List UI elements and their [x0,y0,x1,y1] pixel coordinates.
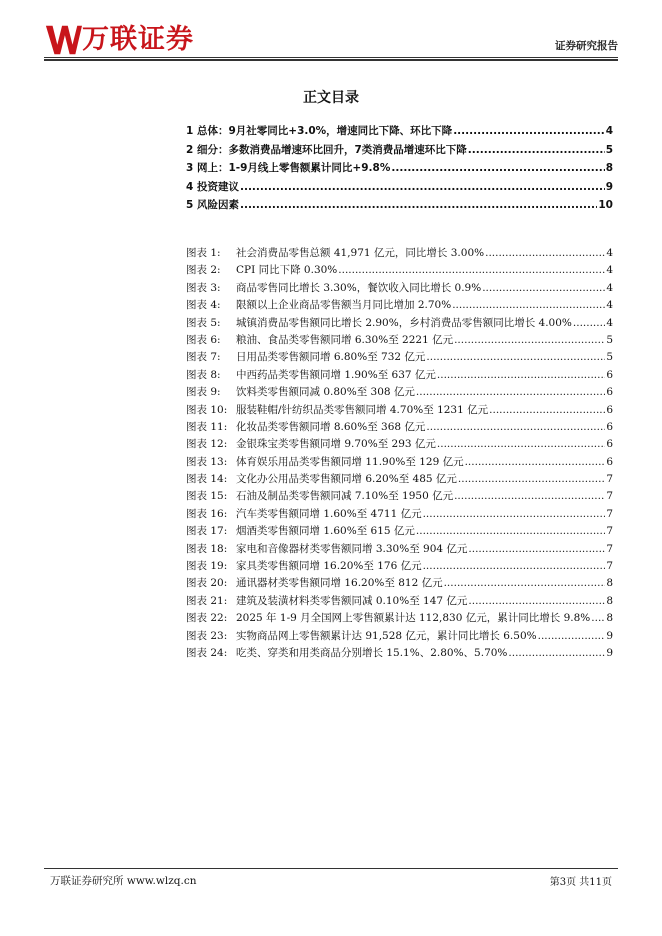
figure-entry-text: 家电和音像器材类零售额同增 3.30%至 904 亿元 [236,542,468,555]
dot-leader [426,421,605,433]
dot-leader [489,404,605,416]
toc-entry-text: 2 细分：多数消费品增速环比回升，7类消费品增速环比下降 [186,143,467,156]
dot-leader [465,456,606,468]
dot-leader [416,386,605,398]
figure-entry-page: 4 [606,247,613,259]
figure-entry-label: 图表 2: [186,264,221,277]
toc-entry[interactable] [186,197,613,216]
figure-entry[interactable] [186,245,613,262]
figure-entry-page: 7 [606,507,613,520]
dot-leader [240,199,597,211]
toc-entry-page: 10 [598,199,613,212]
figure-entry-label: 图表 7: [186,351,221,364]
figure-entry-label: 图表 18: [186,542,228,555]
figure-entry[interactable] [186,628,613,645]
figure-entry-label: 图表 15: [186,490,228,503]
figure-entry-label: 图表 13: [186,455,228,468]
dot-leader [452,299,605,311]
dot-leader [423,560,606,572]
figure-entry-text: 粮油、食品类零售额同增 6.30%至 2221 亿元 [236,333,454,346]
figure-entry[interactable] [186,280,613,297]
figure-entry-label: 图表 24: [186,646,228,659]
figure-entry-page: 6 [606,420,613,433]
dot-leader [458,473,605,485]
figure-entry-text: 社会消费品零售总额 41,971 亿元，同比增长 3.00% [236,247,485,259]
figure-entry[interactable] [186,384,613,401]
dot-leader [538,630,606,642]
figure-entry-page: 4 [606,264,613,277]
figure-entry-page: 4 [606,281,613,294]
figure-entry-text: 文化办公用品类零售额同增 6.20%至 485 亿元 [236,473,457,486]
figure-entry[interactable] [186,541,613,558]
dot-leader [482,282,605,294]
footer-page-number: 第3页 共11页 [549,877,612,888]
brand-name: 万联证券 [82,24,194,55]
figure-entry-page: 6 [606,368,613,381]
footer-source: 万联证券研究所 www.wlzq.cn [50,875,197,887]
dot-leader [468,543,605,555]
figure-entry[interactable] [186,402,613,419]
dot-leader [468,144,605,156]
figure-entry-text: 汽车类零售额同增 1.60%至 4711 亿元 [236,507,422,520]
figure-entry-label: 图表 12: [186,438,228,451]
figure-entry-text: CPI 同比下降 0.30% [236,264,338,277]
figure-entry-text: 建筑及装潢材料类零售额同减 0.10%至 147 亿元 [236,594,468,607]
toc-entry-text: 5 风险因素 [186,199,239,212]
figure-entry-text: 体育娱乐用品类零售额同增 11.90%至 129 亿元 [236,455,464,468]
toc-entry[interactable] [186,179,613,198]
figure-entry-label: 图表 11: [186,420,228,433]
dot-leader [453,125,605,137]
figure-entry-page: 6 [606,386,613,399]
toc-entry[interactable] [186,142,613,161]
dot-leader [426,351,605,363]
figure-entry-page: 4 [606,299,613,312]
figure-entry-label: 图表 20: [186,577,228,590]
figure-entry-label: 图表 10: [186,403,228,416]
report-type-label: 证券研究报告 [555,40,618,52]
figure-entry[interactable] [186,610,613,627]
toc-entry-text: 4 投资建议 [186,180,239,193]
figure-entry[interactable] [186,506,613,523]
dot-leader [391,162,604,174]
figure-entry-page: 7 [606,560,613,573]
figure-entry-text: 家具类零售额同增 16.20%至 176 亿元 [236,560,422,573]
figure-entry[interactable] [186,454,613,471]
figure-entry-page: 8 [606,577,613,590]
figure-entry[interactable] [186,297,613,314]
figure-list [186,245,613,662]
header-divider [44,57,618,58]
figure-entry[interactable] [186,419,613,436]
figure-entry-label: 图表 9: [186,386,221,399]
figure-entry[interactable] [186,645,613,662]
figure-entry-text: 中西药品类零售额同增 1.90%至 637 亿元 [236,368,436,381]
figure-entry-label: 图表 23: [186,629,228,642]
figure-entry-text: 服装鞋帽/针纺织品类零售额同增 4.70%至 1231 亿元 [236,403,489,416]
dot-leader [437,438,605,450]
figure-entry-text: 城镇消费品零售额同比增长 2.90%，乡村消费品零售额同比增长 4.00% [236,316,572,329]
figure-entry-label: 图表 4: [186,299,221,312]
figure-entry-label: 图表 19: [186,560,228,573]
wanlian-logo-icon [44,23,82,57]
figure-entry-page: 9 [606,629,613,642]
dot-leader [591,612,605,624]
toc-entry[interactable] [186,160,613,179]
dot-leader [454,334,605,346]
toc-list [186,123,613,216]
toc-entry-text: 1 总体：9月社零同比+3.0%，增速同比下降、环比下降 [186,125,453,137]
figure-entry-label: 图表 6: [186,333,221,346]
dot-leader [240,181,605,193]
figure-entry-page: 5 [606,333,613,346]
dot-leader [508,647,605,659]
dot-leader [444,577,606,589]
toc-entry-page: 4 [605,125,613,137]
figure-entry[interactable] [186,471,613,488]
figure-entry-text: 商品零售同比增长 3.30%，餐饮收入同比增长 0.9% [236,281,482,294]
figure-entry[interactable] [186,523,613,540]
figure-entry-text: 石油及制品类零售额同减 7.10%至 1950 亿元 [236,490,454,503]
toc-entry-page: 8 [605,162,613,175]
figure-entry-page: 7 [606,525,613,538]
footer-divider [44,868,618,869]
figure-entry[interactable] [186,349,613,366]
dot-leader [468,595,605,607]
figure-entry-text: 限额以上企业商品零售额当月同比增加 2.70% [236,299,452,312]
figure-entry-page: 7 [606,490,613,503]
figure-entry-label: 图表 3: [186,281,221,294]
dot-leader [416,525,605,537]
figure-entry[interactable] [186,593,613,610]
figure-entry-text: 烟酒类零售额同增 1.60%至 615 亿元 [236,525,415,538]
figure-entry-label: 图表 8: [186,368,221,381]
figure-entry[interactable] [186,575,613,592]
figure-entry-page: 4 [606,316,613,329]
figure-entry-text: 通讯器材类零售额同增 16.20%至 812 亿元 [236,577,443,590]
figure-entry-page: 8 [606,612,613,625]
figure-entry-page: 6 [606,403,613,416]
figure-entry-page: 6 [606,455,613,468]
toc-entry-page: 9 [605,180,613,193]
figure-entry-label: 图表 22: [186,612,228,625]
figure-entry[interactable] [186,315,613,332]
figure-entry-text: 饮料类零售额同减 0.80%至 308 亿元 [236,386,415,399]
dot-leader [437,369,605,381]
toc-entry-text: 3 网上：1-9月线上零售额累计同比+9.8% [186,162,391,175]
dot-leader [338,264,605,276]
figure-entry-text: 吃类、穿类和用类商品分别增长 15.1%、2.80%、5.70% [236,646,508,659]
figure-entry[interactable] [186,488,613,505]
figure-entry-label: 图表 16: [186,507,228,520]
figure-entry-page: 7 [606,473,613,486]
toc-title: 正文目录 [303,90,359,106]
dot-leader [423,508,606,520]
figure-entry-page: 9 [606,646,613,659]
figure-entry-page: 5 [606,351,613,364]
figure-entry-text: 化妆品类零售额同增 8.60%至 368 亿元 [236,420,426,433]
figure-entry-label: 图表 17: [186,525,228,538]
figure-entry-label: 图表 5: [186,316,221,329]
figure-entry-text: 实物商品网上零售额累计达 91,528 亿元，累计同比增长 6.50% [236,629,537,642]
figure-entry-page: 8 [606,594,613,607]
figure-entry-text: 日用品类零售额同增 6.80%至 732 亿元 [236,351,426,364]
figure-entry-label: 图表 1: [186,247,221,259]
figure-entry-label: 图表 21: [186,594,228,607]
figure-entry-page: 6 [606,438,613,451]
toc-entry[interactable] [186,123,613,142]
figure-entry[interactable] [186,262,613,279]
figure-entry[interactable] [186,558,613,575]
figure-entry-label: 图表 14: [186,473,228,486]
figure-entry-text: 2025 年 1-9 月全国网上零售额累计达 112,830 亿元，累计同比增长 9.8% [236,612,591,625]
dot-leader [573,317,605,329]
figure-entry[interactable] [186,367,613,384]
figure-entry[interactable] [186,436,613,453]
figure-entry-page: 7 [606,542,613,555]
dot-leader [454,490,605,502]
figure-entry-text: 金银珠宝类零售额同增 9.70%至 293 亿元 [236,438,436,451]
brand-logo [44,22,194,58]
toc-entry-page: 5 [605,143,613,156]
header-divider-thick [44,59,618,61]
dot-leader [485,247,605,259]
figure-entry[interactable] [186,332,613,349]
